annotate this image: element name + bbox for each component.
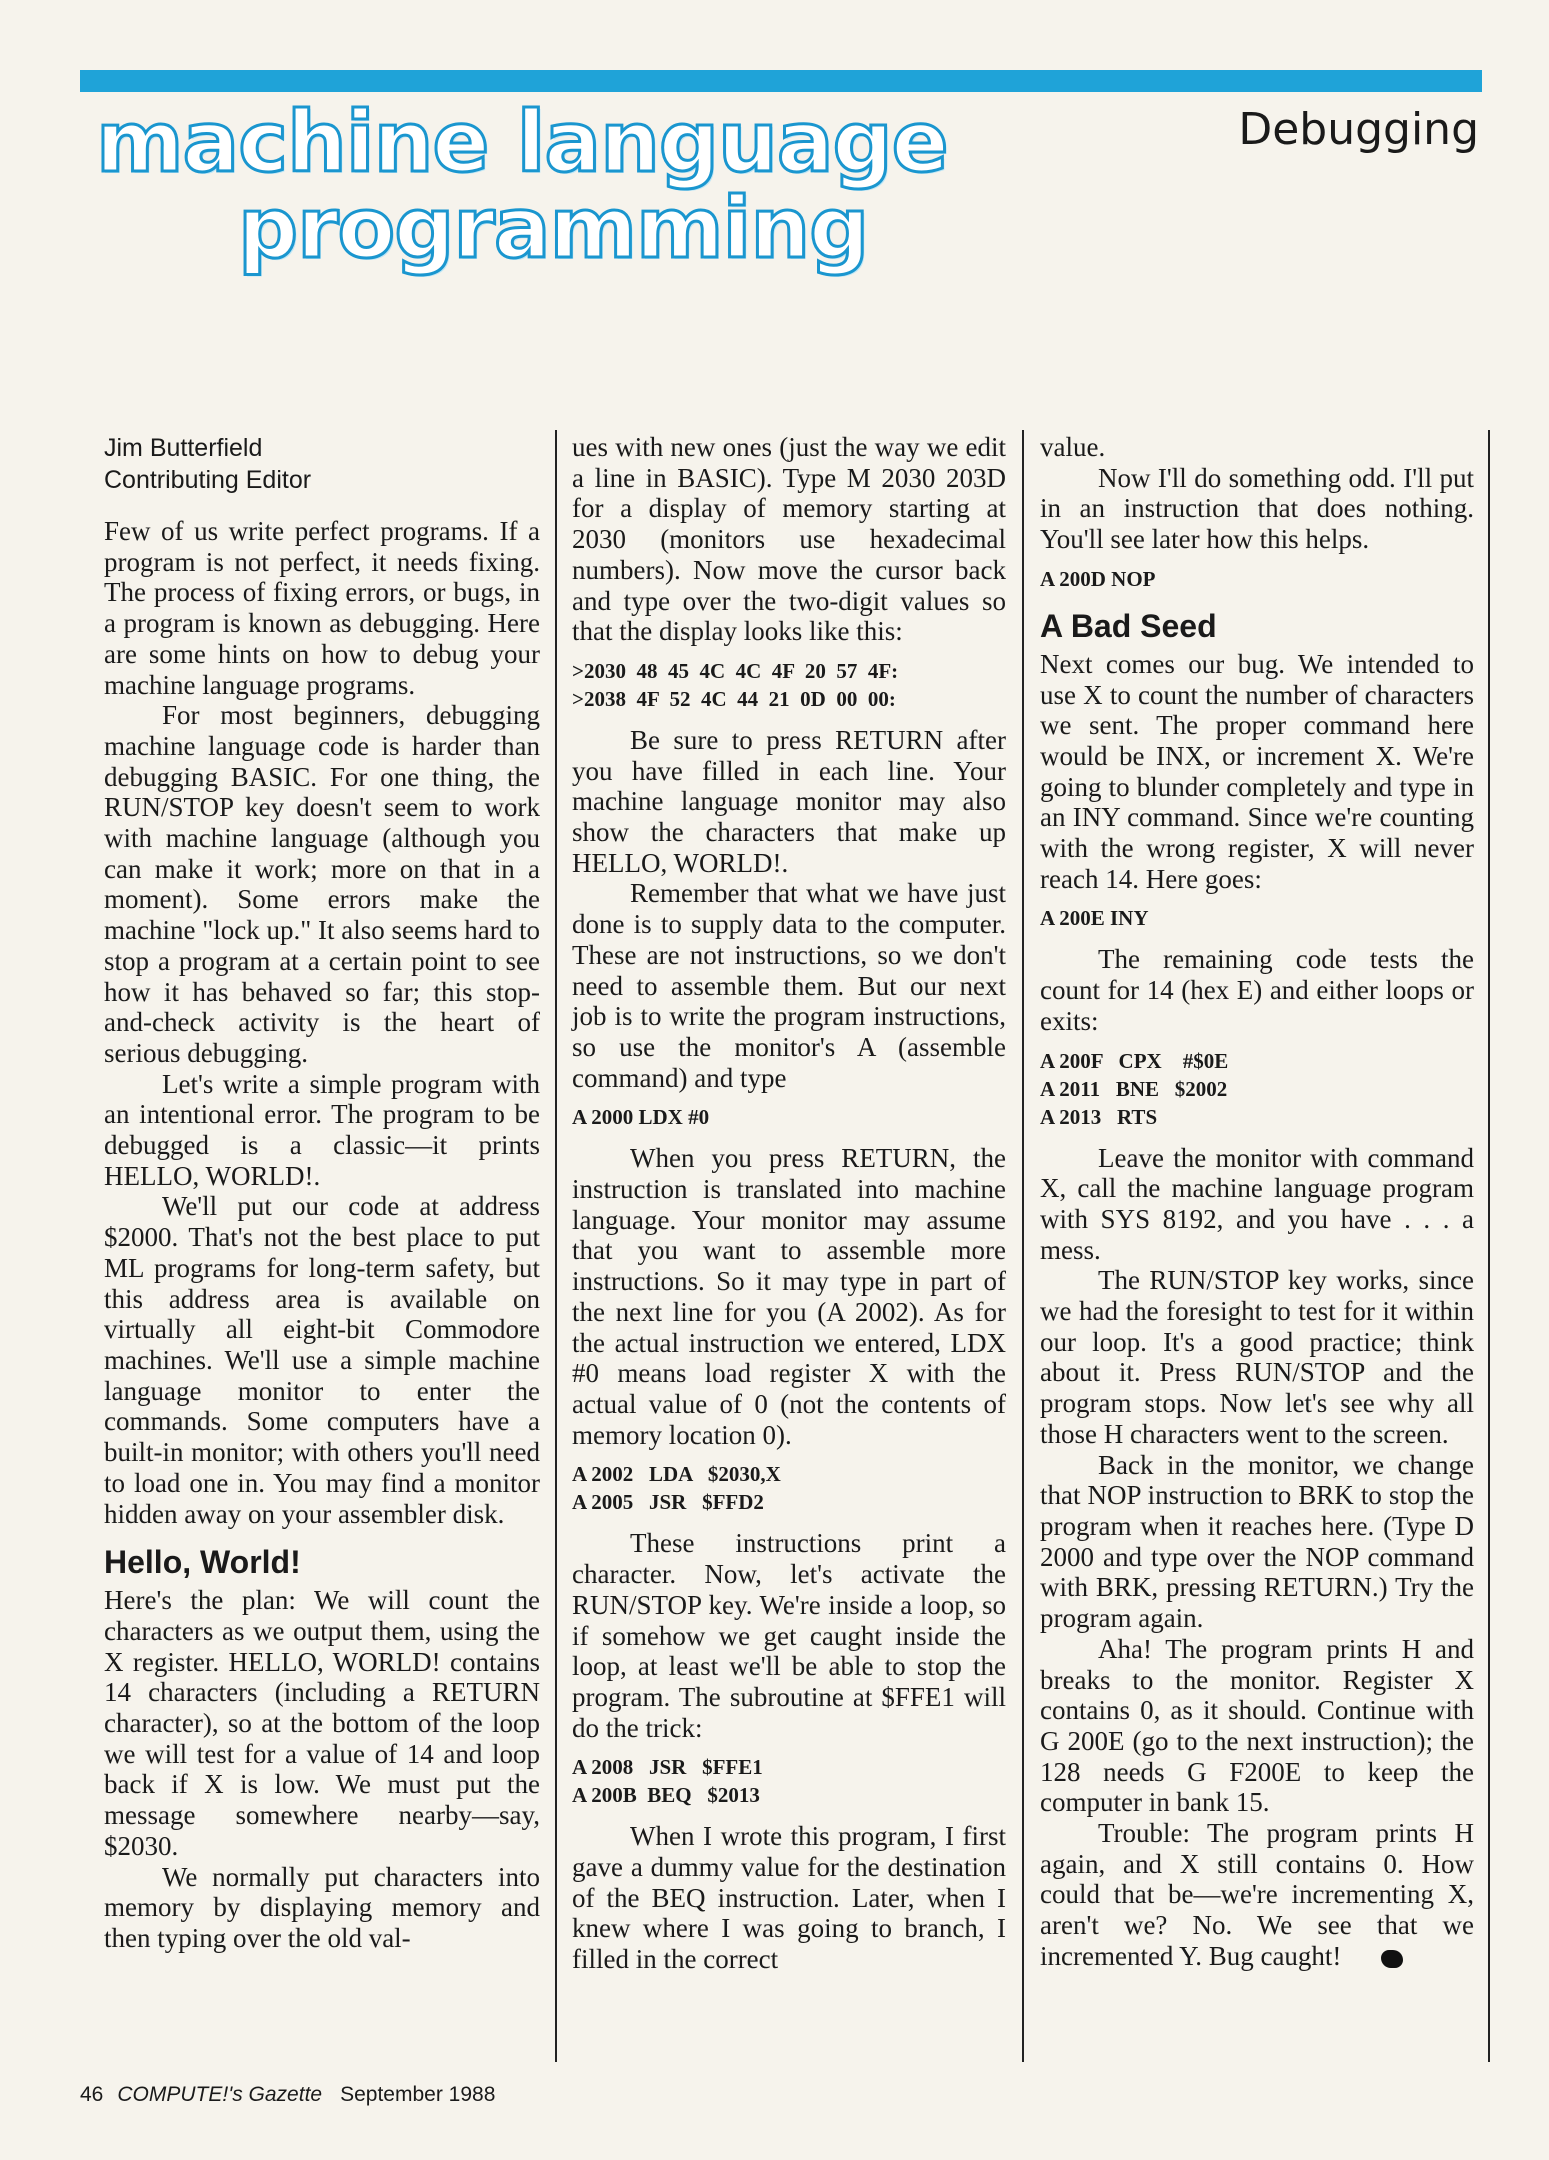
byline <box>104 432 540 496</box>
paragraph: Aha! The program prints H and breaks to the monitor. Register X contains 0, as it should. Continue with G 200E (go to the next instruction); the 128 needs G F200E to keep the computer in bank 15. <box>1040 1633 1474 1818</box>
paragraph: When I wrote this program, I first gave a dummy value for the destination of the BEQ instruction. Later, when I knew where I was going to branch, I filled in the correct <box>572 1821 1006 1975</box>
code-listing: A 2002 LDA $2030,X A 2005 JSR $FFD2 <box>572 1462 781 1515</box>
code-listing: A 2000 LDX #0 <box>572 1105 710 1130</box>
paragraph: The RUN/STOP key works, since we had the foresight to test for it within our loop. It's a good practice; think about it. Press RUN/STOP and the program stops. Now let's see why all those H characters went to the screen. <box>1040 1265 1474 1449</box>
paragraph: Next comes our bug. We intended to use X to count the number of characters we sent. The proper command here would be INX, or increment X. We're going to blunder completely and type in an INY command. Since we're counting with the wrong register, X will never reach 14. Here goes: <box>1040 648 1474 894</box>
paragraph: For most beginners, debugging machine language code is harder than debugging BASIC. For one thing, the RUN/STOP key doesn't seem to work with machine language (although you can make it work; more on that in a moment). Some errors make the machine "lock up." It also seems hard to stop a program at a certain point to see how it has behaved so far; this stop-and-check activity is the heart of serious debugging. <box>104 700 540 1068</box>
paragraph: These instructions print a character. Now, let's activate the RUN/STOP key. We're inside a loop, so if somehow we get caught inside the loop, at least we'll be able to stop the program. The subroutine at $FFE1 will do the trick: <box>572 1528 1006 1743</box>
column-divider-1 <box>555 430 557 2062</box>
subheading-bad-seed: A Bad Seed <box>1040 607 1217 644</box>
page-number: 46 <box>80 2083 104 2106</box>
column-2 <box>572 432 1006 2060</box>
paragraph: Be sure to press RETURN after you have filled in each line. Your machine language monitor may also show the characters that make up HELLO, WORLD!. <box>572 724 1006 878</box>
article-title-line1: machine language <box>96 93 948 191</box>
paragraph: Leave the monitor with command X, call the machine language program with SYS 8192, and you have . . . a mess. <box>1040 1142 1474 1265</box>
column-divider-3 <box>1488 430 1490 2062</box>
paragraph-text: Trouble: The program prints H again, and X still contains 0. How could that be—we're incrementing X, aren't we? No. We see that we incremented Y. Bug caught! <box>1040 1818 1474 1971</box>
paragraph: We normally put characters into memory by displaying memory and then typing over the old val- <box>104 1861 540 1953</box>
code-listing: A 200F CPX #$0E A 2011 BNE $2002 A 2013 RTS <box>1040 1048 1229 1129</box>
paragraph: value. <box>1040 432 1106 462</box>
paragraph: The remaining code tests the count for 14 (hex E) and either loops or exits: <box>1040 944 1474 1036</box>
header-accent-bar <box>80 70 1482 92</box>
issue-date: September 1988 <box>340 2083 496 2106</box>
subheading-hello-world: Hello, World! <box>104 1544 301 1581</box>
end-mark-icon <box>1381 1950 1403 1968</box>
code-listing: A 200E INY <box>1040 906 1149 931</box>
code-listing: A 2008 JSR $FFE1 A 200B BEQ $2013 <box>572 1755 763 1808</box>
paragraph: We'll put our code at address $2000. That's not the best place to put ML programs for long-term safety, but this address area is available on virtually all eight-bit Commodore machines. We'll use a simple machine language monitor to enter the commands. Some computers have a built-in monitor; with others you'll need to load one in. You may find a monitor hidden away on your assembler disk. <box>104 1191 540 1529</box>
author-role: Contributing Editor <box>104 466 312 494</box>
section-label: Debugging <box>1238 104 1479 155</box>
paragraph: Here's the plan: We will count the characters as we output them, using the X register. HELLO, WORLD! contains 14 characters (including a RETURN character), so at the bottom of the loop we will test for a value of 14 and loop back if X is low. We must put the message somewhere nearby—say, $2030. <box>104 1585 540 1861</box>
paragraph: ues with new ones (just the way we edit a line in BASIC). Type M 2030 203D for a display of memory starting at 2030 (monitors use hexadecimal numbers). Now move the cursor back and type over the two-digit values so that the display looks like this: <box>572 432 1006 647</box>
page-footer <box>80 2083 495 2107</box>
paragraph: When you press RETURN, the instruction is translated into machine language. Your monitor may assume that you want to assemble more instructions. So it may type in part of the next line for you (A 2002). As for the actual instruction we entered, LDX #0 means load register X with the actual value of 0 (not the contents of memory location 0). <box>572 1143 1006 1450</box>
column-divider-2 <box>1022 430 1024 2062</box>
publication-name: COMPUTE!'s Gazette <box>117 2083 323 2106</box>
paragraph: Let's write a simple program with an intentional error. The program to be debugged is a classic—it prints HELLO, WORLD!. <box>104 1068 540 1191</box>
column-3 <box>1040 432 1474 2060</box>
paragraph: Few of us write perfect programs. If a program is not perfect, it needs fixing. The process of fixing errors, or bugs, in a program is known as debugging. Here are some hints on how to debug your machine language programs. <box>104 516 540 700</box>
article-title-line2: programming <box>238 179 869 277</box>
paragraph: Now I'll do something odd. I'll put in an instruction that does nothing. You'll see later how this helps. <box>1040 462 1474 555</box>
paragraph: Remember that what we have just done is to supply data to the computer. These are not instructions, so we don't need to assemble them. But our next job is to write the program instructions, so use the monitor's A (assemble command) and type <box>572 878 1006 1093</box>
code-listing: >2030 48 45 4C 4C 4F 20 57 4F: >2038 4F 52 4C 44 21 0D 00 00: <box>572 658 899 711</box>
paragraph: Back in the monitor, we change that NOP instruction to BRK to stop the program when it reaches here. (Type D 2000 and type over the NOP command with BRK, pressing RETURN.) Try the program again. <box>1040 1449 1474 1634</box>
code-listing: A 200D NOP <box>1040 566 1156 591</box>
paragraph <box>1040 1818 1474 1972</box>
author-name: Jim Butterfield <box>104 434 263 462</box>
column-1 <box>104 432 540 2060</box>
